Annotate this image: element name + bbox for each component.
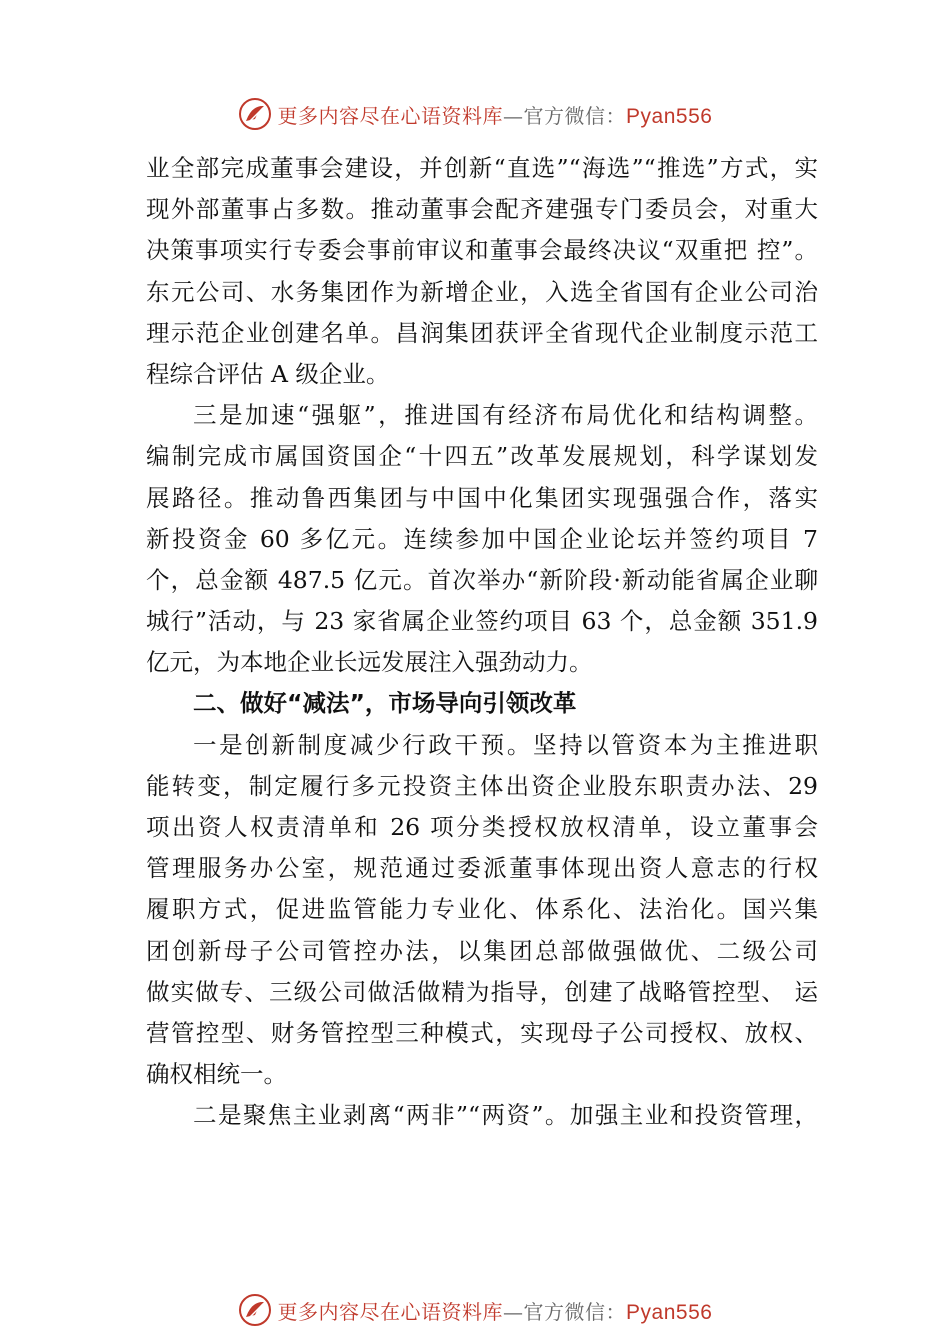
text-line: 城行”活动，与 23 家省属企业签约项目 63 个，总金额 351.9	[146, 607, 818, 636]
section-heading: 二、做好“减法”，市场导向引领改革	[193, 689, 577, 718]
text-line: 二是聚焦主业剥离“两非”“两资”。加强主业和投资管理，	[193, 1101, 818, 1130]
text-line: 项出资人权责清单和 26 项分类授权放权清单，设立董事会	[146, 813, 818, 841]
text-line: 管理服务办公室，规范通过委派董事体现出资人意志的行权	[146, 854, 818, 883]
header-banner	[0, 92, 950, 136]
banner-wechat-id: Pyan556	[626, 1300, 713, 1324]
text-line: 三是加速“强躯”，推进国有经济布局优化和结构调整。	[193, 401, 818, 430]
text-line: 业全部完成董事会建设，并创新“直选”“海选”“推选”方式，实	[146, 154, 818, 182]
banner-wechat-label: 官方微信：	[523, 103, 627, 128]
text-line: 做实做专、三级公司做活做精为指导，创建了战略管控型、 运	[146, 977, 818, 1006]
text-line: 决策事项实行专委会事前审议和董事会最终决议“双重把 控”。	[146, 236, 818, 265]
text-line: 个，总金额 487.5 亿元。首次举办“新阶段·新动能省属企业聊	[146, 565, 818, 594]
text-line: 能转变，制定履行多元投资主体出资企业股东职责办法、29	[146, 771, 818, 800]
text-line: 新投资金 60 多亿元。连续参加中国企业论坛并签约项目 7	[146, 524, 818, 553]
text-line: 营管控型、财务管控型三种模式，实现母子公司授权、放权、	[146, 1018, 818, 1047]
banner-wechat-id: Pyan556	[626, 104, 713, 128]
logo-icon	[238, 97, 272, 131]
banner-dash: —	[503, 1299, 524, 1324]
document-body	[146, 148, 818, 1137]
banner-dash: —	[503, 103, 524, 128]
text-line: 理示范企业创建名单。昌润集团获评全省现代企业制度示范工	[146, 318, 818, 347]
paragraph	[146, 725, 818, 1096]
text-line: 团创新母子公司管控办法，以集团总部做强做优、二级公司	[146, 936, 818, 965]
banner-title: 更多内容尽在心语资料库	[277, 1299, 504, 1324]
text-line: 确权相统一。	[146, 1060, 287, 1089]
text-line: 东元公司、水务集团作为新增企业，入选全省国有企业公司治	[146, 277, 818, 306]
text-line: 亿元，为本地企业长远发展注入强劲动力。	[146, 648, 593, 677]
logo-icon	[238, 1293, 272, 1327]
text-line: 程综合评估 A 级企业。	[146, 359, 390, 388]
banner-wechat-label: 官方微信：	[523, 1299, 627, 1324]
footer-banner	[0, 1288, 950, 1332]
text-line: 一是创新制度减少行政干预。坚持以管资本为主推进职	[193, 730, 818, 759]
text-line: 展路径。推动鲁西集团与中国中化集团实现强强合作，落实	[146, 483, 818, 512]
text-line: 履职方式，促进监管能力专业化、体系化、法治化。国兴集	[146, 895, 818, 924]
text-line: 现外部董事占多数。推动董事会配齐建强专门委员会，对重大	[146, 195, 818, 224]
paragraph	[146, 148, 818, 395]
text-line: 编制完成市属国资国企“十四五”改革发展规划，科学谋划发	[146, 442, 818, 471]
banner-title: 更多内容尽在心语资料库	[277, 103, 504, 128]
paragraph	[146, 1095, 818, 1136]
paragraph	[146, 395, 818, 683]
